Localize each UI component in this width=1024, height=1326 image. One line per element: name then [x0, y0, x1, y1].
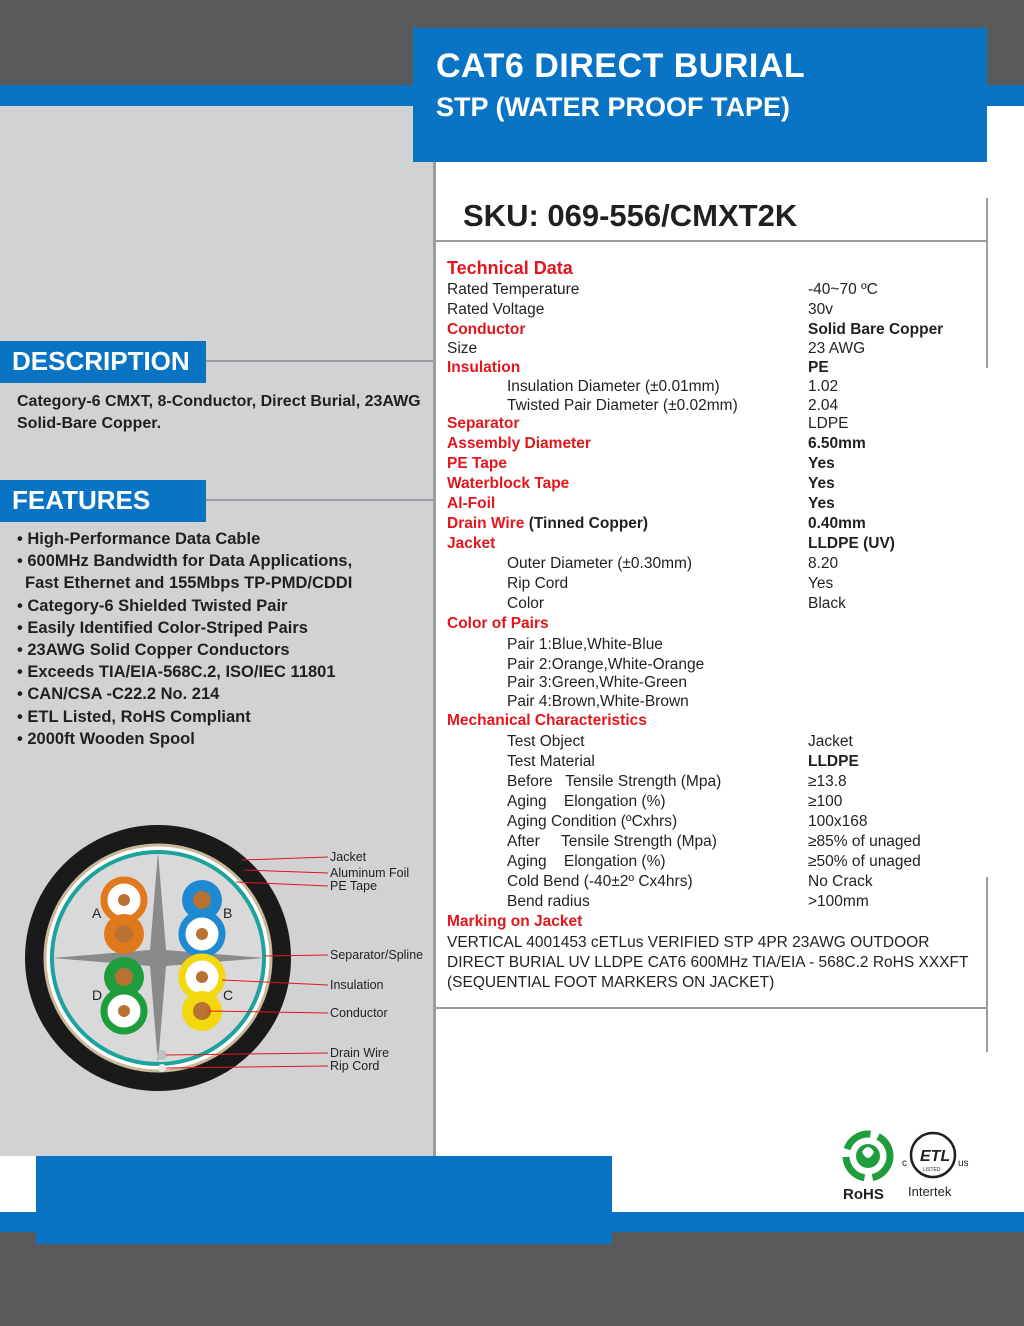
- bottom-blue-block: [36, 1156, 612, 1244]
- spec-bottom-rule: [435, 1007, 987, 1009]
- etl-us: us: [958, 1158, 969, 1169]
- sku: SKU: 069-556/CMXT2K: [463, 198, 798, 233]
- rip-cord: [158, 1064, 166, 1072]
- rohs-text: RoHS: [843, 1186, 884, 1203]
- features-list: [17, 528, 352, 750]
- etl-logo: [902, 1133, 969, 1199]
- feature-item: • 2000ft Wooden Spool: [17, 729, 195, 748]
- bottom-dark-band: [0, 1232, 1024, 1326]
- pair-letter-d: D: [92, 987, 103, 1003]
- label-pe-tape: PE Tape: [330, 879, 378, 893]
- description-heading: DESCRIPTION: [0, 341, 206, 383]
- feature-item: • High-Performance Data Cable: [17, 530, 261, 548]
- cable-cross-section-diagram: [14, 822, 434, 1092]
- etl-listed: LISTED: [923, 1167, 941, 1173]
- feature-item: Fast Ethernet and 155Mbps TP-PMD/CDDI: [25, 574, 353, 593]
- certification-logos: [838, 1130, 978, 1205]
- sku-rule: [435, 240, 987, 242]
- pair-letter-b: B: [223, 905, 233, 921]
- label-rip-cord: Rip Cord: [330, 1059, 380, 1073]
- label-separator: Separator/Spline: [330, 948, 424, 962]
- description-text: Category-6 CMXT, 8-Conductor, Direct Burial, 23AWG Solid-Bare Copper.: [17, 393, 421, 432]
- pair-letter-a: A: [92, 905, 102, 921]
- feature-item: • CAN/CSA -C22.2 No. 214: [17, 685, 220, 704]
- title-box: [413, 28, 987, 162]
- etl-mark: ETL: [920, 1148, 951, 1165]
- feature-item: • ETL Listed, RoHS Compliant: [17, 707, 251, 726]
- right-rule-top: [986, 198, 988, 368]
- intertek-text: Intertek: [908, 1184, 952, 1199]
- marking-text: VERTICAL 4001453 cETLus VERIFIED STP 4PR 23AWG OUTDOOR DIRECT BURIAL UV LLDPE CAT6 600MHz TIA/EIA - 568C.2 RoHS XXXFT (SEQUENTIAL FOOT MARKERS ON JACKET): [447, 934, 969, 991]
- label-jacket: Jacket: [330, 850, 367, 864]
- feature-item: • 23AWG Solid Copper Conductors: [17, 641, 290, 660]
- etl-c: c: [902, 1158, 907, 1169]
- features-rule: [206, 499, 435, 501]
- drain-wire: [157, 1050, 167, 1060]
- feature-item: • 600MHz Bandwidth for Data Applications,: [17, 552, 353, 571]
- title-line-1: CAT6 DIRECT BURIAL: [436, 47, 806, 85]
- pair-letter-c: C: [223, 987, 234, 1003]
- rohs-logo: [843, 1134, 890, 1203]
- feature-item: • Easily Identified Color-Striped Pairs: [17, 618, 308, 637]
- feature-item: • Exceeds TIA/EIA-568C.2, ISO/IEC 11801: [17, 663, 336, 682]
- features-heading: FEATURES: [0, 480, 206, 522]
- description-rule: [206, 360, 435, 362]
- label-aluminum-foil: Aluminum Foil: [330, 866, 410, 880]
- label-drain-wire: Drain Wire: [330, 1046, 390, 1060]
- feature-item: • Category-6 Shielded Twisted Pair: [17, 596, 288, 615]
- label-insulation: Insulation: [330, 978, 384, 992]
- right-rule-bottom: [986, 877, 988, 1052]
- title-line-2: STP (WATER PROOF TAPE): [436, 92, 791, 122]
- label-conductor: Conductor: [330, 1006, 388, 1020]
